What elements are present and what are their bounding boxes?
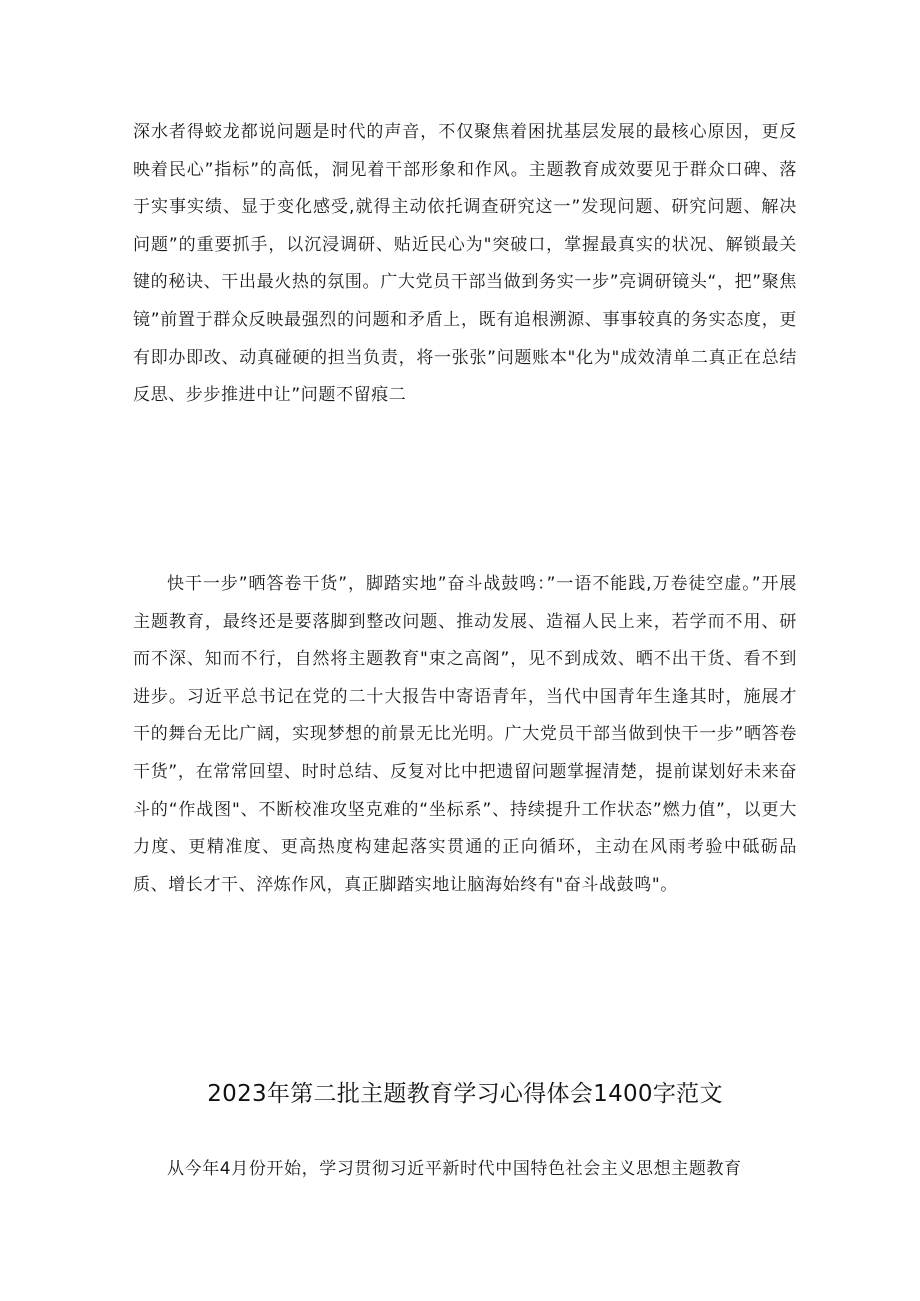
section-heading: 2023年第二批主题教育学习心得体会1400字范文	[207, 1081, 723, 1107]
body-paragraph-2: 快干一步”晒答卷干货”，脚踏实地”奋斗战鼓鸣：”一语不能践,万卷徒空虚。”开展主题教育，最终还是要落脚到整改问题、推动发展、造福人民上来，若学而不用、研而不深、知而不行，自然将主题教育"束之高阁”，见不到成效、晒不出干货、看不到进步。习近平总书记在党的二十大报告中寄语青年，当代中国青年生逢其时，施展才干的舞台无比广阔，实现梦想的前景无比光明。广大党员干部当做到快干一步”晒答卷干货”，在常常回望、时时总结、反复对比中把遗留问题掌握清楚，提前谋划好未来奋斗的“作战图"、不断校准攻坚克难的“坐标系”、持续提升工作状态”燃力值”，以更大力度、更精准度、更高热度构建起落实贯通的正向循环，主动在风雨考验中砥砺品质、增长才干、淬炼作风，真正脚踏实地让脑海始终有"奋斗战鼓鸣"。	[133, 574, 797, 895]
body-paragraph-3: 从今年4月份开始，学习贯彻习近平新时代中国特色社会主义思想主题教育	[167, 1159, 742, 1179]
body-paragraph-1: 深水者得蛟龙都说问题是时代的声音，不仅聚焦着困扰基层发展的最核心原因，更反映着民心”指标”的高低，洞见着干部形象和作风。主题教育成效要见于群众口碑、落于实事实绩、显于变化感受,就得主动依托调查研究这一”发现问题、研究问题、解决问题”的重要抓手，以沉浸调研、贴近民心为"突破口，掌握最真实的状况、解锁最关键的秘诀、干出最火热的氛围。广大党员干部当做到务实一步”亮调研镜头“，把”聚焦镜”前置于群众反映最强烈的问题和矛盾上，既有追根溯源、事事较真的务实态度，更有即办即改、动真碰硬的担当负责，将一张张”问题账本"化为"成效清单二真正在总结反思、步步推进中让”问题不留痕二	[133, 122, 797, 406]
